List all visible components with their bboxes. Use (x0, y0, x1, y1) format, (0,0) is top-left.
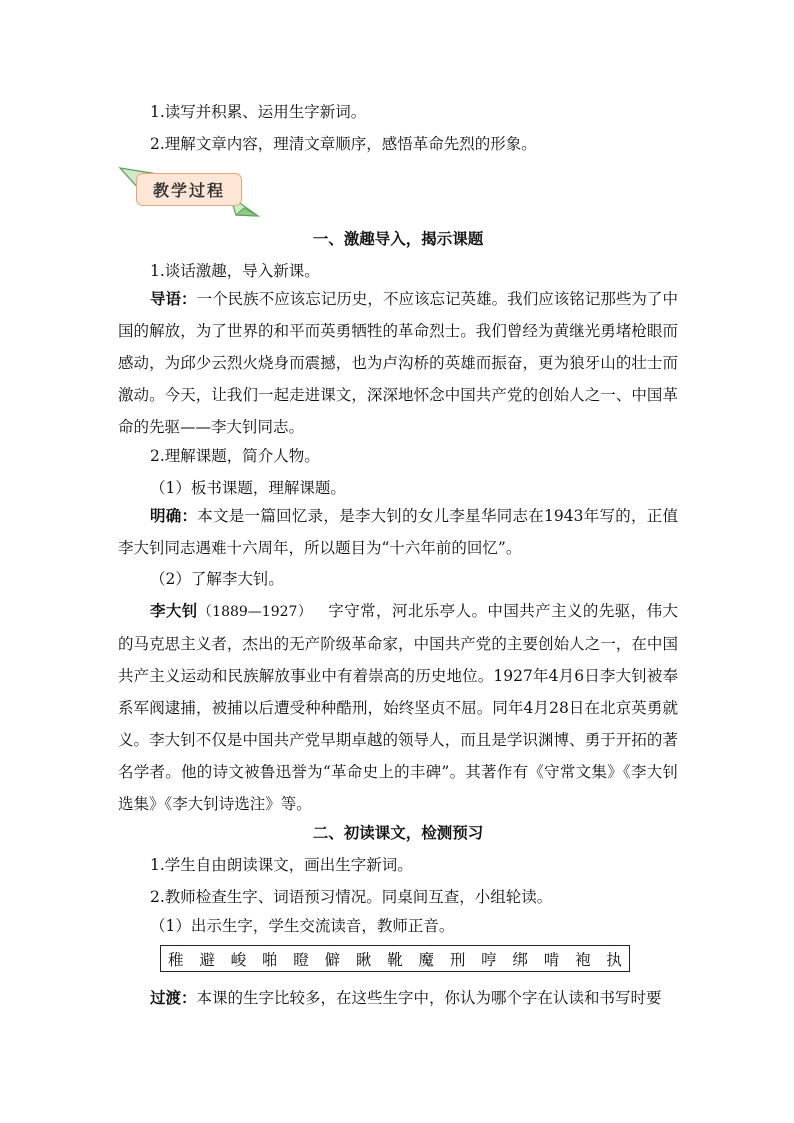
section-1-step-2: 2.理解课题，简介人物。 (150, 447, 320, 465)
character-cell: 哼 (481, 950, 497, 969)
objective-1: 1.读写并积累、运用生字新词。 (150, 103, 367, 121)
section-2-title: 二、初读课文，检测预习 (312, 823, 484, 842)
transition-label: 过渡： (150, 988, 197, 1007)
bio-name: 李大钊 (150, 601, 198, 620)
character-cell: 瞪 (293, 950, 309, 969)
section-1-sub-1: （1）板书课题，理解课题。 (150, 479, 346, 497)
section-2-step-2: 2.教师检查生字、词语预习情况。同桌间互查，小组轮读。 (150, 888, 553, 906)
character-cell: 靴 (387, 950, 403, 969)
character-cell: 刑 (449, 950, 466, 969)
section-2-sub-1: （1）出示生字，学生交流读音，教师正音。 (150, 917, 455, 935)
section-1-step-1: 1.谈话激趣，导入新课。 (150, 262, 320, 280)
section-1-title: 一、激趣导入，揭示课题 (312, 229, 484, 248)
character-cell: 稚 (168, 950, 184, 969)
intro-text: 一个民族不应该忘记历史，不应该忘记英雄。我们应该铭记那些为了中国的解放，为了世界的和平而英勇牺牲的革命烈士。我们曾经为黄继光勇堵枪眼而感动，为邱少云烈火烧身而震撼，也为卢沟桥的英雄而振奋，更为狼牙山的壮士而激动。今天，让我们一起走进课文，深深地怀念中国共产党的创始人之一、中国革命的先驱——李大钊同志。 (118, 290, 678, 436)
new-characters-table (160, 945, 630, 972)
banner-label: 教学过程 (136, 173, 242, 206)
character-cell: 啪 (261, 950, 278, 969)
objective-2: 2.理解文章内容，理清文章顺序，感悟革命先烈的形象。 (150, 135, 537, 153)
clarify-label: 明确： (150, 506, 198, 525)
character-cell: 绑 (512, 950, 528, 969)
character-cell: 啃 (543, 950, 560, 969)
transition-text: 本课的生字比较多，在这些生字中，你认为哪个字在认读和书写时要 (196, 989, 662, 1007)
section-2-step-1: 1.学生自由朗读课文，画出生字新词。 (150, 856, 413, 874)
character-cell: 避 (199, 950, 215, 969)
character-cell: 僻 (324, 950, 341, 969)
transition-paragraph (118, 982, 678, 1014)
bio-years: （1889—1927） (197, 604, 313, 620)
character-cell: 袍 (575, 950, 591, 969)
character-cell: 瞅 (355, 950, 372, 969)
teaching-process-banner (118, 160, 268, 220)
character-cell: 执 (606, 950, 622, 969)
clarify-paragraph (118, 500, 678, 564)
intro-label: 导语： (150, 289, 197, 308)
section-1-sub-2: （2）了解李大钊。 (150, 570, 284, 588)
intro-paragraph (118, 283, 678, 443)
clarify-text: 本文是一篇回忆录，是李大钊的女儿李星华同志在1943年写的，正值李大钊同志遇难十六周年，所以题目为“十六年前的回忆”。 (118, 507, 678, 557)
character-cell: 峻 (230, 950, 247, 969)
character-cell: 魔 (418, 950, 435, 969)
bio-text: 字守常，河北乐亭人。中国共产主义的先驱，伟大的马克思主义者，杰出的无产阶级革命家，中国共产党的主要创始人之一，在中国共产主义运动和民族解放事业中有着崇高的历史地位。1927年4月6日李大钊被奉系军阀逮捕，被捕以后遭受种种酷刑，始终坚贞不屈。同年4月28日在北京英勇就义。李大钊不仅是中国共产党早期卓越的领导人，而且是学识渊博、勇于开拓的著名学者。他的诗文被鲁迅誉为“革命史上的丰碑”。其著作有《守常文集》《李大钊选集》《李大钊诗选注》等。 (118, 602, 678, 813)
bio-paragraph (118, 595, 678, 820)
